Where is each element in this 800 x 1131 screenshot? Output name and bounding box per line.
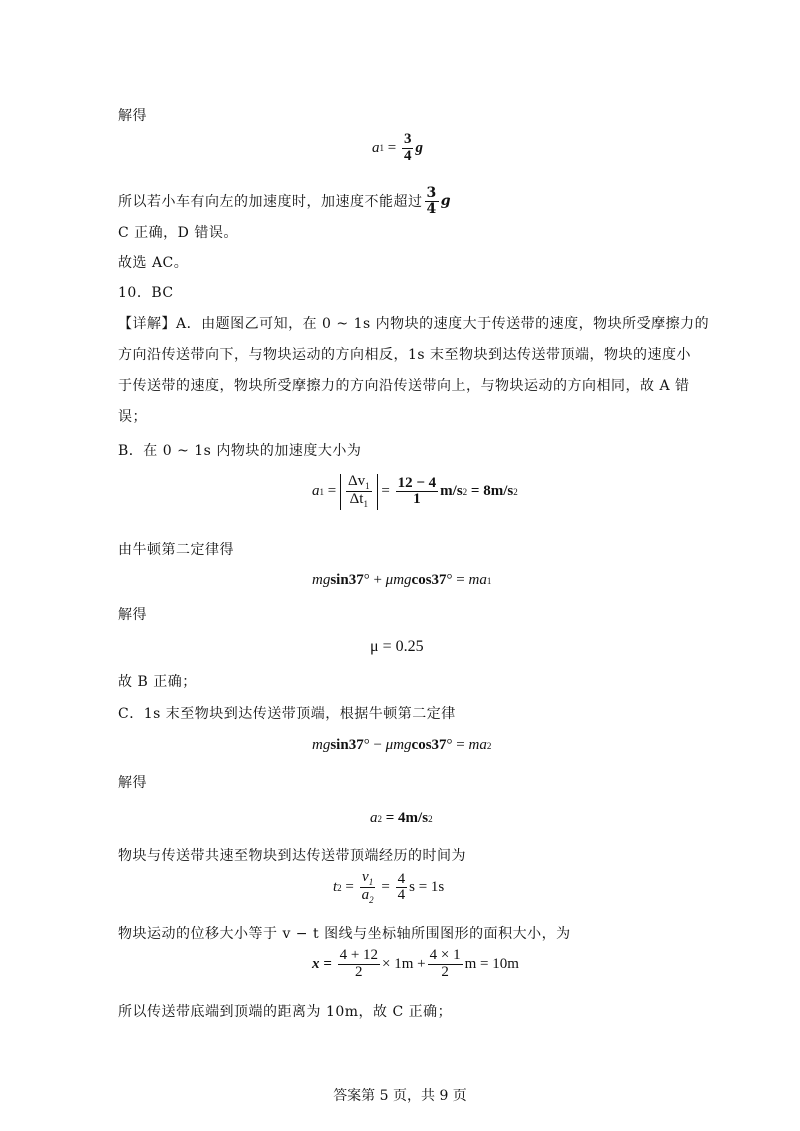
- eq-text: μmg: [385, 572, 412, 588]
- eq-tail: g: [440, 193, 452, 210]
- eq-symbol: a: [370, 810, 378, 826]
- text-line: 方向沿传送带向下，与物块运动的方向相反，1s 末至物块到达传送带顶端，物块的速度小: [118, 347, 692, 363]
- fraction: [402, 132, 414, 165]
- eq-unit: m/s: [440, 483, 463, 500]
- page-footer: 答案第 5 页，共 9 页: [333, 1088, 467, 1104]
- fraction: [396, 476, 439, 509]
- text-line: C 正确，D 错误。: [118, 225, 238, 241]
- fraction-den: [360, 888, 376, 905]
- eq-text: Δt: [349, 491, 364, 508]
- eq-text: cos37: [411, 737, 447, 753]
- fraction: [425, 186, 439, 216]
- fraction: [428, 948, 463, 981]
- eq-text: v: [362, 869, 369, 885]
- text-line-with-fraction: [118, 186, 451, 216]
- eq-text: μ = 0.25: [370, 638, 424, 655]
- eq-text: μmg: [385, 737, 412, 753]
- fraction-den: 2: [441, 963, 449, 980]
- text-segment: 所以若小车有向左的加速度时，加速度不能超过: [118, 194, 423, 211]
- eq-sup: 2: [513, 486, 518, 497]
- text-line: 解得: [118, 775, 147, 791]
- eq-result: = 8m/s: [470, 483, 514, 500]
- fraction-den: 1: [413, 491, 421, 508]
- fraction-num: 3: [426, 185, 437, 201]
- equation-mu: [370, 638, 424, 656]
- eq-text: mg: [312, 572, 331, 588]
- equation-displacement: [312, 948, 519, 981]
- equation-newton-2: [312, 737, 491, 754]
- equation-t2: t 2 = $\frac{v_1}{a_2}$ = $\frac{4}{4}$ s = 1s: [333, 869, 445, 906]
- eq-text: mg: [312, 737, 331, 753]
- eq-text: = 4m/s: [385, 810, 429, 826]
- text-line: 解得: [118, 108, 147, 124]
- equation-a2: [370, 810, 433, 827]
- eq-sub: 2: [369, 895, 374, 906]
- text-line: 由牛顿第二定律得: [118, 542, 234, 558]
- eq-text: a: [361, 887, 370, 904]
- fraction-num: 4: [397, 870, 406, 887]
- text-line: 物块与传送带共速至物块到达传送带顶端经历的时间为: [118, 848, 466, 864]
- eq-tail: g: [415, 139, 423, 156]
- eq-sub: 1: [319, 486, 324, 497]
- fraction-num: [360, 870, 375, 888]
- eq-sup: 2: [462, 486, 468, 497]
- fraction-den: 2: [355, 963, 363, 980]
- eq-sub: 1: [379, 143, 384, 154]
- eq-text: x =: [312, 955, 332, 972]
- eq-sub: 2: [337, 882, 342, 893]
- fraction-num: 4 × 1: [429, 947, 461, 963]
- fraction-num: [346, 474, 372, 492]
- eq-sub: 1: [486, 575, 492, 586]
- eq-sub: 1: [363, 499, 368, 510]
- eq-sub: 2: [377, 813, 382, 824]
- fraction: [396, 872, 408, 905]
- fraction-den: 4: [397, 887, 406, 904]
- equation-a1-value: a 1 = $\frac{\Delta v_1}{\Delta t_1}$ = $\frac{12 - 4}{1}$ m/s 2 = 8m/s 2: [312, 473, 518, 510]
- eq-text: ma: [468, 572, 487, 588]
- text-line: B．在 0 ~ 1s 内物块的加速度大小为: [118, 443, 362, 459]
- eq-text: cos37: [411, 572, 447, 588]
- eq-sup: 2: [428, 813, 433, 824]
- text-line: C．1s 末至物块到达传送带顶端，根据牛顿第二定律: [118, 706, 456, 722]
- eq-text: ° +: [363, 572, 382, 588]
- fraction: [346, 474, 372, 510]
- equation-a1-result: a 1 = $\frac{3}{4}$ g: [372, 131, 423, 164]
- text-line: 物块运动的位移大小等于 v − t 图线与坐标轴所围图形的面积大小，为: [118, 926, 571, 942]
- fraction-den: 4: [403, 147, 412, 164]
- fraction: [338, 948, 380, 981]
- eq-tail: m = 10m: [464, 955, 519, 972]
- fraction: [360, 870, 376, 906]
- eq-text: sin37: [330, 737, 364, 753]
- eq-text: ° =: [446, 572, 465, 588]
- eq-sub: 1: [365, 481, 370, 491]
- text-line: 故选 AC。: [118, 255, 189, 271]
- fraction-den: 4: [426, 200, 437, 217]
- text-line: 解得: [118, 607, 147, 623]
- fraction-num: 3: [403, 131, 412, 147]
- text-line: 【详解】A．由题图乙可知，在 0 ~ 1s 内物块的速度大于传送带的速度，物块所受摩擦力的: [118, 316, 710, 332]
- text-line: 10．BC: [118, 285, 174, 301]
- text-line: 误；: [118, 409, 147, 425]
- eq-text: sin37: [330, 572, 364, 588]
- eq-sub: 2: [486, 740, 492, 751]
- text-line: 故 B 正确；: [118, 674, 197, 690]
- fraction-den: [348, 492, 370, 509]
- fraction-num: 4 + 12: [339, 947, 379, 963]
- eq-symbol: a: [372, 139, 380, 156]
- eq-text: ° =: [446, 737, 465, 753]
- text-line: 所以传送带底端到顶端的距离为 10m，故 C 正确；: [118, 1004, 453, 1020]
- eq-text: Δv: [347, 473, 366, 489]
- eq-text: ma: [468, 737, 487, 753]
- eq-symbol: t: [333, 879, 338, 896]
- absolute-value: [340, 474, 378, 510]
- eq-symbol: a: [312, 483, 320, 500]
- text-line: 于传送带的速度，物块所受摩擦力的方向沿传送带向上，与物块运动的方向相同，故 A 错: [118, 378, 690, 394]
- eq-tail: s = 1s: [409, 879, 445, 896]
- eq-sub: 1: [368, 877, 374, 887]
- eq-text: × 1m +: [382, 955, 426, 972]
- fraction-num: 12 − 4: [397, 474, 437, 491]
- equation-newton-1: [312, 572, 491, 589]
- eq-text: ° −: [363, 737, 382, 753]
